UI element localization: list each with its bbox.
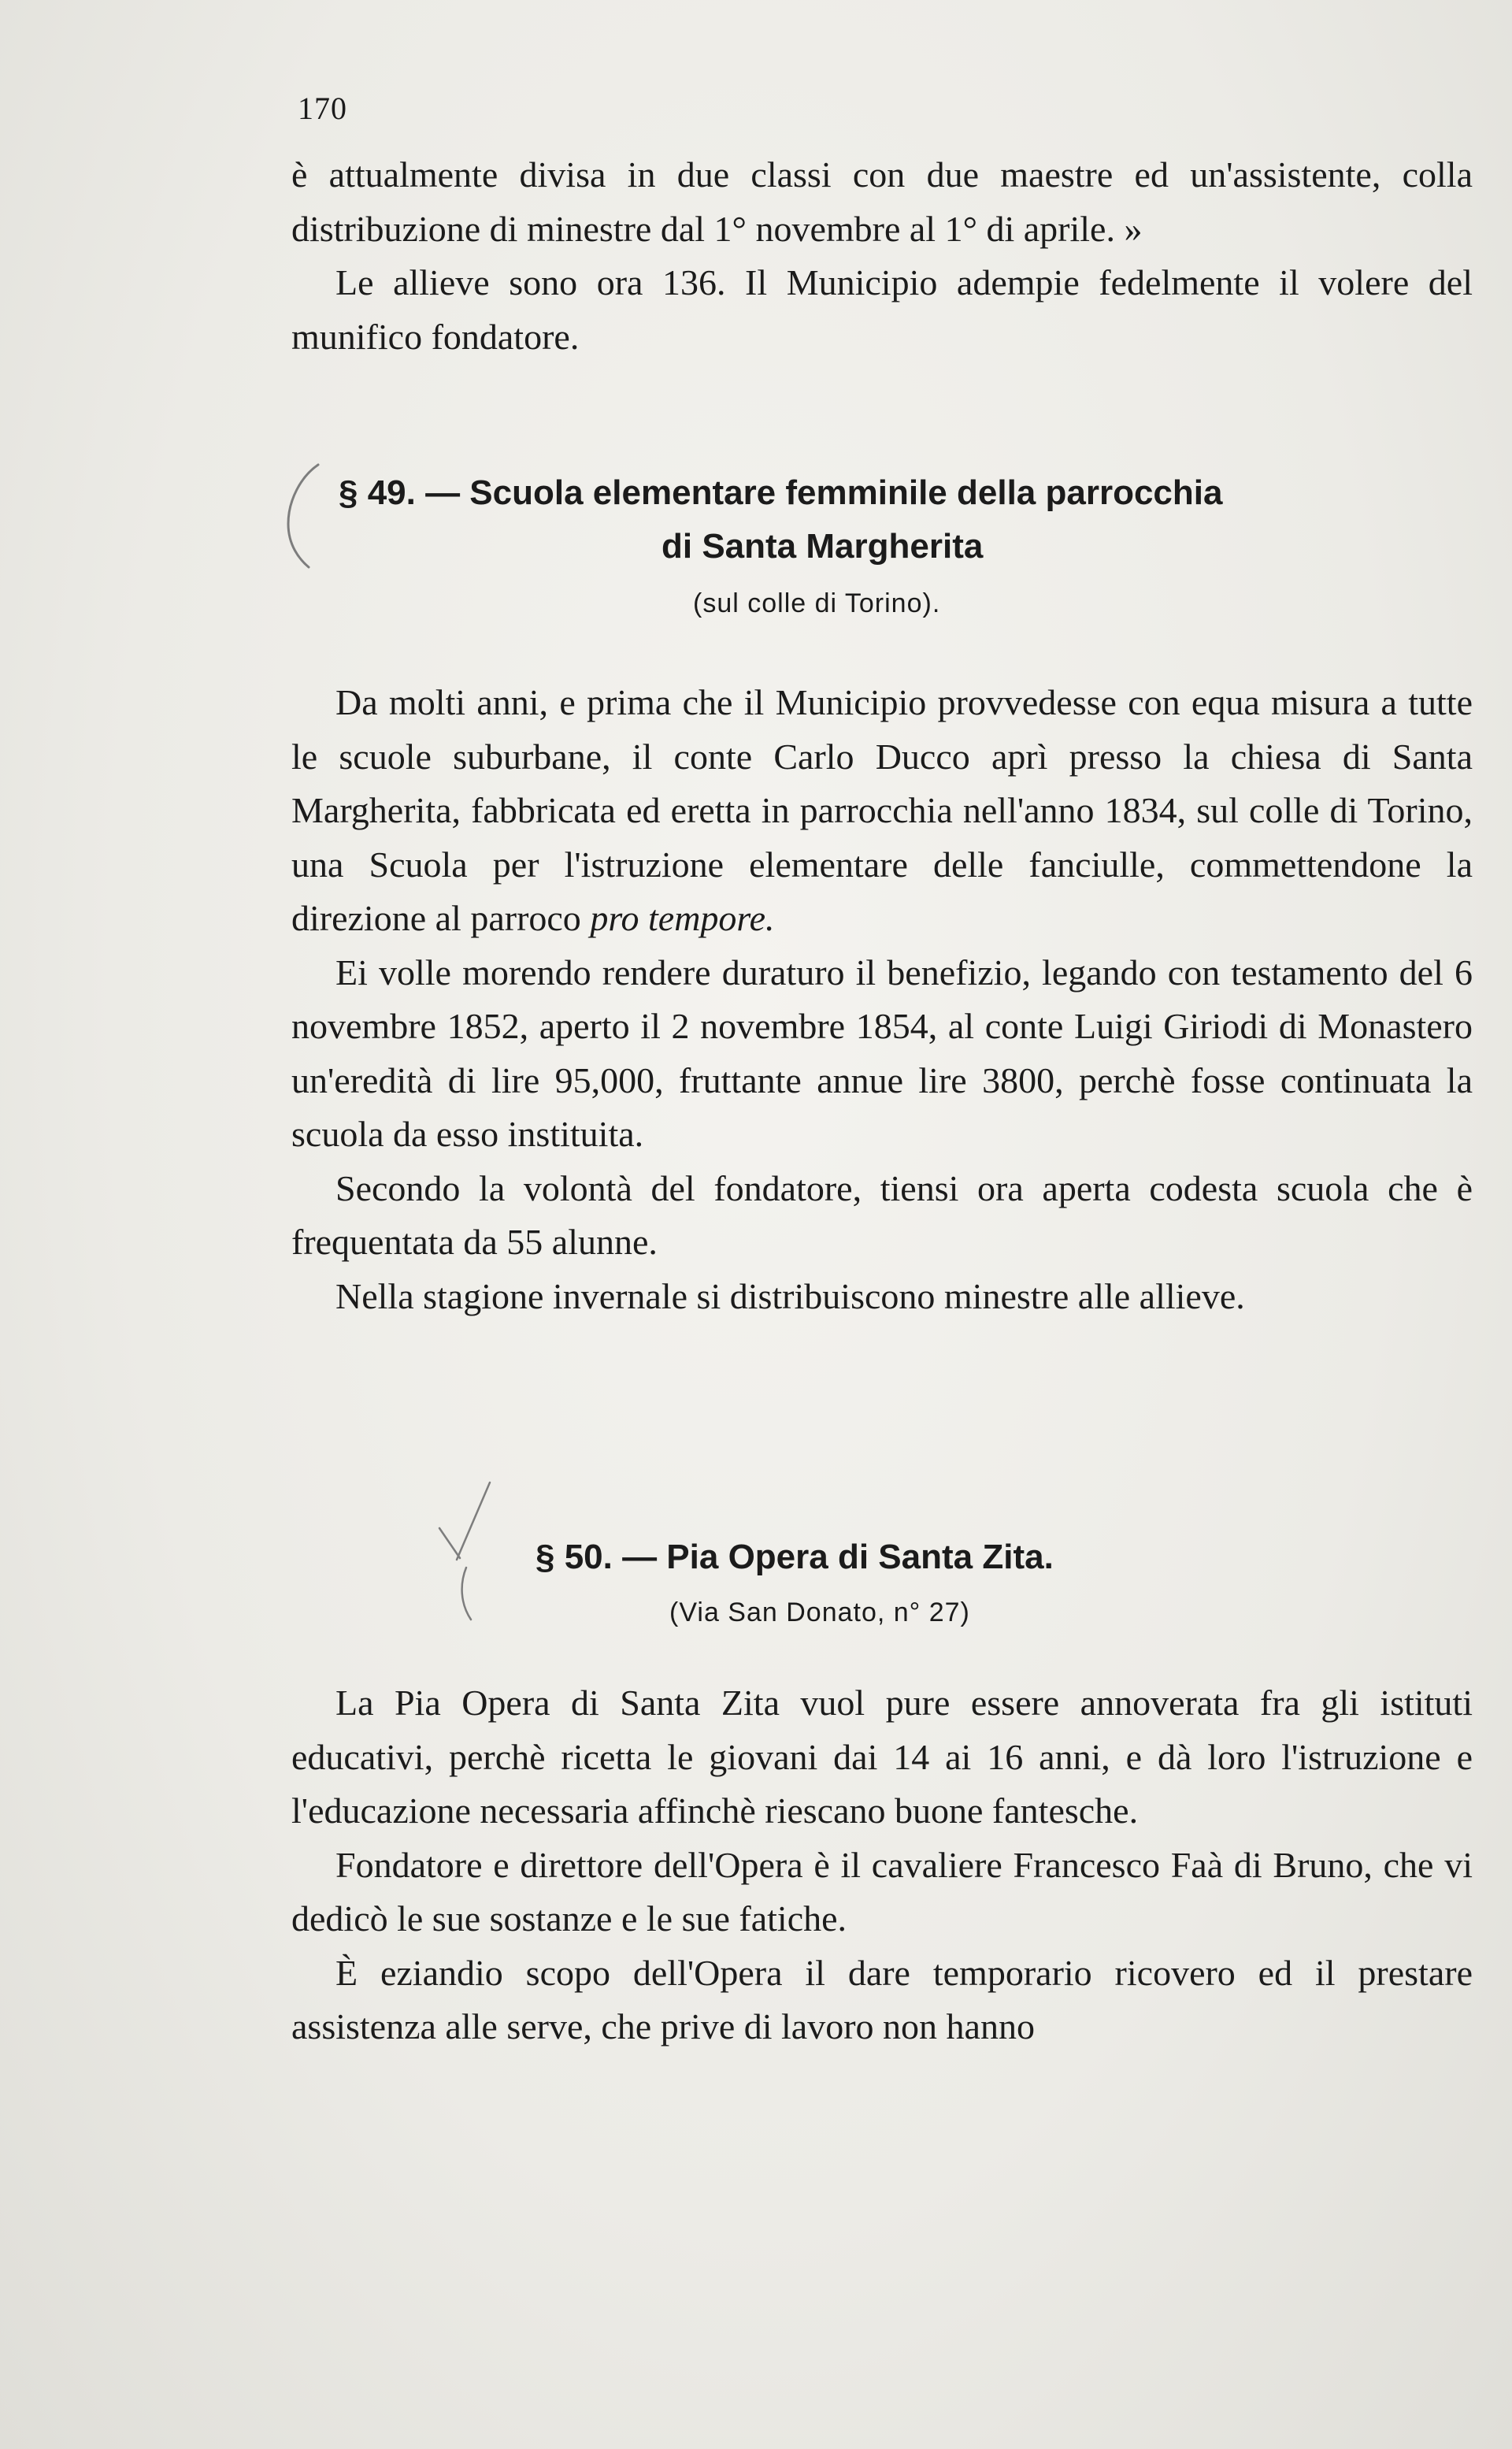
section-49-heading-line2: di Santa Margherita — [662, 527, 984, 566]
page-number: 170 — [298, 91, 347, 126]
section-50-heading: § 50. — Pia Opera di Santa Zita. — [536, 1538, 1054, 1576]
paragraph-ducco: Da molti anni, e prima che il Municipio provvedesse con equa misura a tutte le scuole suburbane, il conte Carlo Ducco aprì presso la chiesa di Santa Margherita, fabbricata ed eretta in parrocchia nell'anno 1834, sul colle di Torino, una Scuola per l'istruzione elementare delle fanciulle, commettendone la direzione al parroco pro tempore. — [291, 682, 1473, 938]
paragraph-santa-zita: La Pia Opera di Santa Zita vuol pure essere annoverata fra gli istituti educativi, perchè ricetta le giovani dai 14 ai 16 anni, e dà loro l'istruzione e l'educazione necessaria affinchè riescano buone fantesche. — [291, 1683, 1473, 1831]
section-49-heading: § 49. — Scuola elementare femminile della parrocchia — [339, 473, 1223, 512]
paragraph-allieve: Le allieve sono ora 136. Il Municipio adempie fedelmente il volere del munifico fondatore. — [291, 262, 1473, 357]
paragraph-volonta: Secondo la volontà del fondatore, tiensi ora aperta codesta scuola che è frequentata da 55 alunne. — [291, 1167, 1473, 1262]
intro-text — [291, 148, 1473, 364]
pro-tempore-text: pro tempore. — [590, 898, 775, 938]
section-49-body — [291, 676, 1473, 1323]
paragraph-testamento: Ei volle morendo rendere duraturo il benefizio, legando con testamento del 6 novembre 1852, aperto il 2 novembre 1854, al conte Luigi Giriodi di Monastero un'eredità di lire 95,000, fruttante annue lire 3800, perchè fosse continuata la scuola da esso instituita. — [291, 952, 1473, 1154]
paragraph-scopo: È eziandio scopo dell'Opera il dare temporario ricovero ed il prestare assistenza alle serve, che prive di lavoro non hanno — [291, 1952, 1473, 2046]
section-50-body — [291, 1676, 1473, 2054]
section-50-location: (Via San Donato, n° 27) — [669, 1597, 970, 1627]
pencil-mark-50-icon — [425, 1473, 512, 1631]
paragraph-continued: è attualmente divisa in due classi con due maestre ed un'assistente, colla distribuzione di minestre dal 1° novembre al 1° di aprile. » — [291, 154, 1473, 249]
pencil-mark-49-icon — [277, 457, 324, 575]
paragraph-minestre: Nella stagione invernale si distribuiscono minestre alle allieve. — [335, 1275, 1245, 1316]
section-49-location: (sul colle di Torino). — [693, 588, 941, 618]
paragraph-fondatore: Fondatore e direttore dell'Opera è il cavaliere Francesco Faà di Bruno, che vi dedicò le sue sostanze e le sue fatiche. — [291, 1844, 1473, 1939]
